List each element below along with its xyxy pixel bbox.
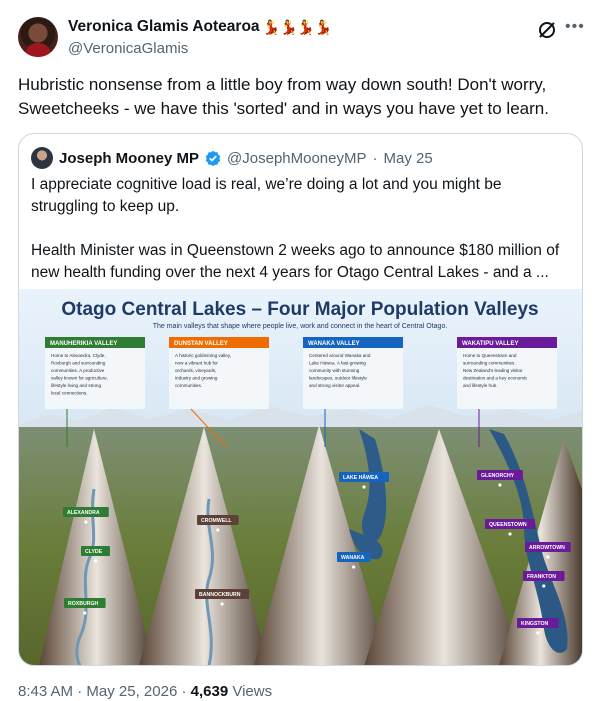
panel-title: DUNSTAN VALLEY — [174, 341, 228, 347]
place-marker — [536, 631, 539, 634]
place-label-text: QUEENSTOWN — [489, 522, 527, 528]
panel-text-line: Lake Hāwea. A fast-growing — [309, 360, 366, 366]
panel-text-line: landscapes, outdoor lifestyle — [309, 375, 367, 381]
place-label-text: LAKE HĀWEA — [343, 475, 379, 481]
panel-title: WAKATIPU VALLEY — [462, 341, 519, 347]
place-marker — [216, 528, 219, 531]
post-date[interactable]: May 25, 2026 — [86, 683, 178, 700]
panel-text-line: Centered around Wanaka and — [309, 353, 371, 358]
panel-text-line: Home to Queenstown and — [463, 353, 517, 358]
quoted-tweet-text — [31, 174, 571, 306]
place-label-text: CLYDE — [85, 549, 103, 555]
quoted-tweet[interactable] — [18, 133, 583, 666]
place-label-text: ALEXANDRA — [67, 510, 100, 516]
tweet-footer — [18, 683, 272, 700]
place-marker — [84, 520, 87, 523]
panel-text-line: and strong visitor appeal. — [309, 383, 361, 388]
author-display-name[interactable]: Veronica Glamis Aotearoa — [68, 18, 260, 35]
panel-text-line: industry and growing — [175, 375, 218, 381]
panel-text-line: Roxburgh and surrounding — [51, 360, 106, 366]
quoted-tweet-date[interactable]: May 25 — [383, 149, 433, 167]
panel-text-line: Home to Alexandra, Clyde, — [51, 353, 106, 358]
quoted-paragraph-1: I appreciate cognitive load is real, we’re doing a lot and you might be struggling to keep up. — [31, 176, 502, 215]
author-name-row — [68, 18, 332, 36]
infographic-subtitle: The main valleys that shape where people live, work and connect in the heart of Central Otago. — [152, 323, 448, 330]
place-marker — [83, 611, 86, 614]
dancer-emoji-icon: 💃💃💃💃 — [262, 19, 333, 35]
place-label-text: ARROWTOWN — [529, 545, 565, 551]
panel-text-line: local connections. — [51, 390, 88, 396]
separator-dot: · — [77, 683, 83, 700]
panel-text-line: communities. — [175, 383, 203, 388]
panel-text-line: now a vibrant hub for — [175, 360, 218, 366]
quoted-author-avatar[interactable] — [31, 147, 53, 169]
quoted-author-name[interactable]: Joseph Mooney MP — [59, 149, 200, 167]
panel-title: WANAKA VALLEY — [308, 341, 360, 347]
separator-dot: · — [372, 149, 378, 167]
views-label: Views — [232, 683, 273, 700]
tweet-text: Hubristic nonsense from a little boy from way down south! Don't worry, Sweetcheeks - we have this 'sorted' and in ways you have yet to learn. — [18, 75, 549, 118]
author-handle[interactable]: @VeronicaGlamis — [68, 40, 189, 57]
panel-title: MANUHERIKIA VALLEY — [50, 341, 118, 347]
post-time[interactable]: 8:43 AM — [18, 683, 74, 700]
panel-text-line: communities. A productive — [51, 368, 105, 373]
verified-badge-icon — [205, 150, 221, 166]
grok-icon[interactable] — [537, 20, 557, 40]
place-marker — [352, 565, 355, 568]
place-marker — [221, 602, 224, 605]
place-label-text: FRANKTON — [527, 574, 557, 580]
more-icon[interactable]: ••• — [565, 18, 585, 35]
panel-text-line: orchards, vineyards, — [175, 368, 217, 373]
panel-text-line: valley known for agriculture, — [51, 375, 108, 381]
quoted-paragraph-2: Health Minister was in Queenstown 2 weeks ago to announce $180 million of new health funding over the next 4 years for Otago Central Lakes - and a ... — [31, 242, 560, 281]
panel-text-line: community with stunning — [309, 368, 360, 373]
place-marker — [542, 584, 545, 587]
place-label-text: CROMWELL — [201, 518, 232, 524]
panel-text-line: A historic goldmining valley, — [175, 353, 232, 358]
separator-dot: · — [181, 683, 187, 700]
place-label-text: ROXBURGH — [68, 601, 99, 607]
place-marker — [508, 532, 511, 535]
place-marker — [546, 555, 549, 558]
panel-text-line: and lifestyle hub. — [463, 383, 498, 388]
place-label-text: BANNOCKBURN — [199, 592, 241, 598]
place-label-text: WANAKA — [341, 555, 365, 561]
place-marker — [94, 559, 97, 562]
infographic-title: Otago Central Lakes – Four Major Population Valleys — [61, 299, 539, 320]
place-label-text: KINGSTON — [521, 621, 549, 627]
place-marker — [498, 483, 501, 486]
valleys-infographic[interactable] — [19, 289, 582, 666]
panel-text-line: surrounding communities. — [463, 360, 516, 366]
panel-text-line: lifestyle living and strong — [51, 383, 102, 388]
panel-text-line: destination and a key economic — [463, 375, 528, 381]
author-avatar[interactable] — [18, 17, 58, 57]
place-label-text: GLENORCHY — [481, 473, 515, 479]
place-marker — [362, 485, 365, 488]
quoted-author-handle[interactable]: @JosephMooneyMP — [227, 149, 367, 167]
panel-text-line: New Zealand's leading visitor — [463, 368, 523, 373]
quoted-tweet-header — [31, 147, 433, 169]
views-count: 4,639 — [190, 683, 229, 700]
